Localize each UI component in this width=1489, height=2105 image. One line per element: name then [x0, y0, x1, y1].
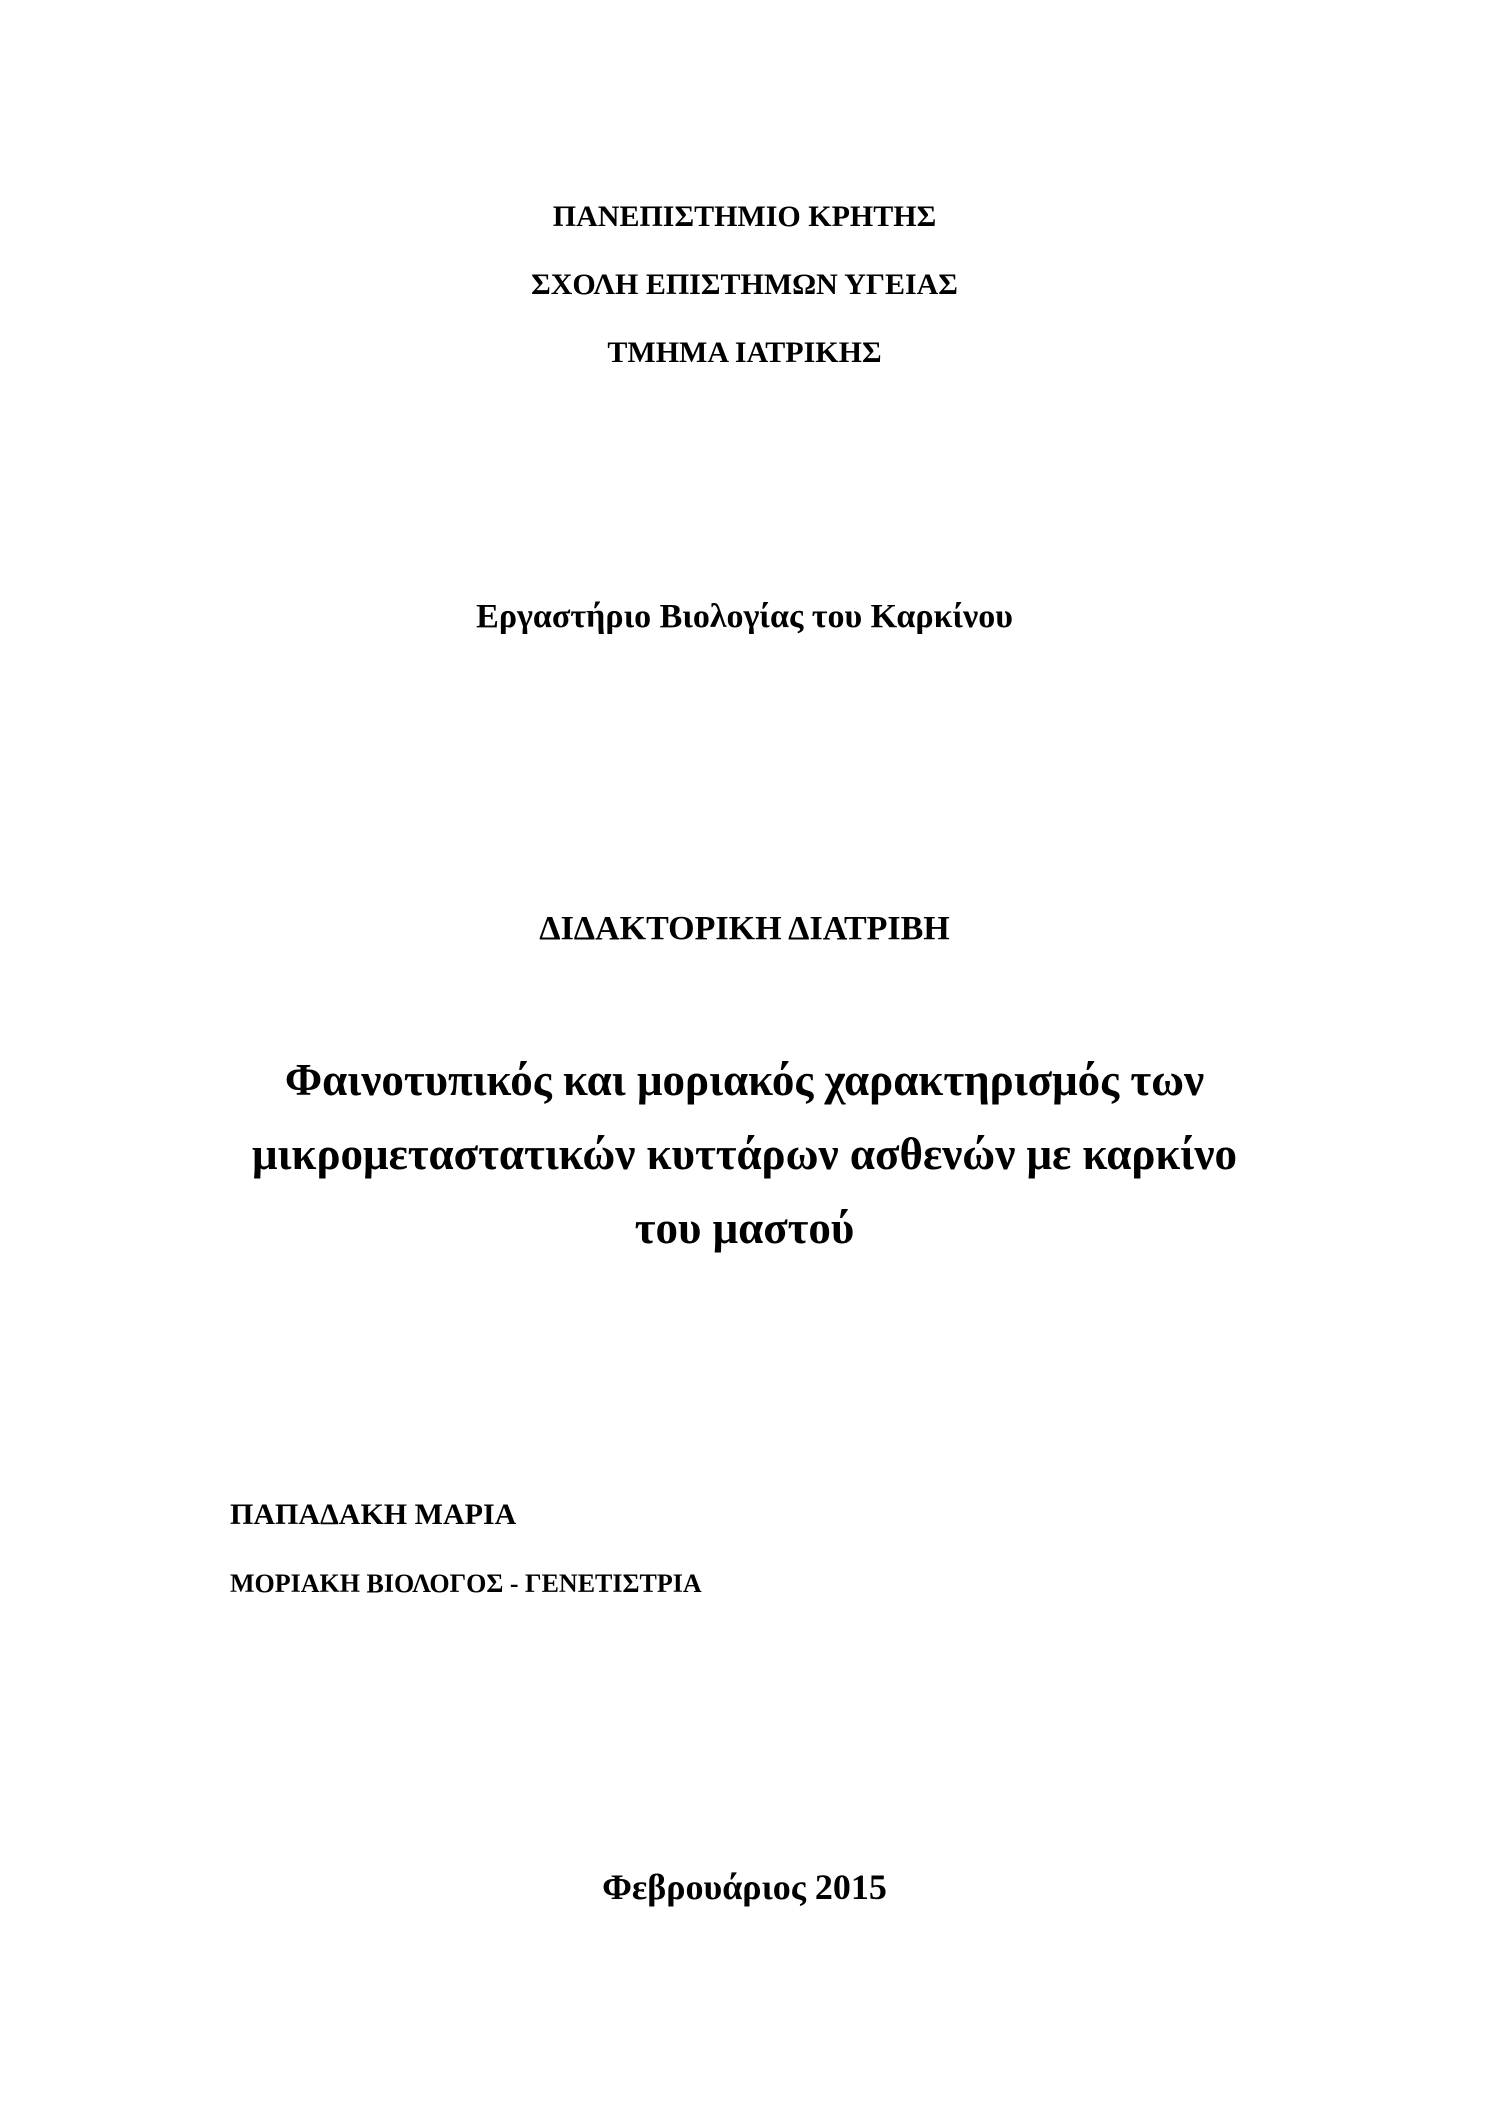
thesis-title-line-3: του μαστού	[634, 1203, 855, 1253]
school-name: ΣΧΟΛΗ ΕΠΙΣΤΗΜΩΝ ΥΓΕΙΑΣ	[531, 268, 958, 301]
thesis-title-line-1: Φαινοτυπικός και μοριακός χαρακτηρισμός των	[284, 1055, 1205, 1105]
university-name: ΠΑΝΕΠΙΣΤΗΜΙΟ ΚΡΗΤΗΣ	[552, 200, 937, 233]
author-name: ΠΑΠΑΔΑΚΗ ΜΑΡΙΑ	[230, 1498, 517, 1531]
document-type: ΔΙΔΑΚΤΟΡΙΚΗ ΔΙΑΤΡΙΒΗ	[539, 910, 950, 947]
submission-date: Φεβρουάριος 2015	[602, 1867, 887, 1907]
department-name: ΤΜΗΜΑ ΙΑΤΡΙΚΗΣ	[607, 336, 882, 369]
author-profession: ΜΟΡΙΑΚΗ ΒΙΟΛΟΓΟΣ - ΓΕΝΕΤΙΣΤΡΙΑ	[230, 1569, 702, 1598]
laboratory-name: Εργαστήριο Βιολογίας του Καρκίνου	[476, 598, 1013, 635]
thesis-title-line-2: μικρομεταστατικών κυττάρων ασθενών με καρκίνο	[252, 1129, 1237, 1179]
